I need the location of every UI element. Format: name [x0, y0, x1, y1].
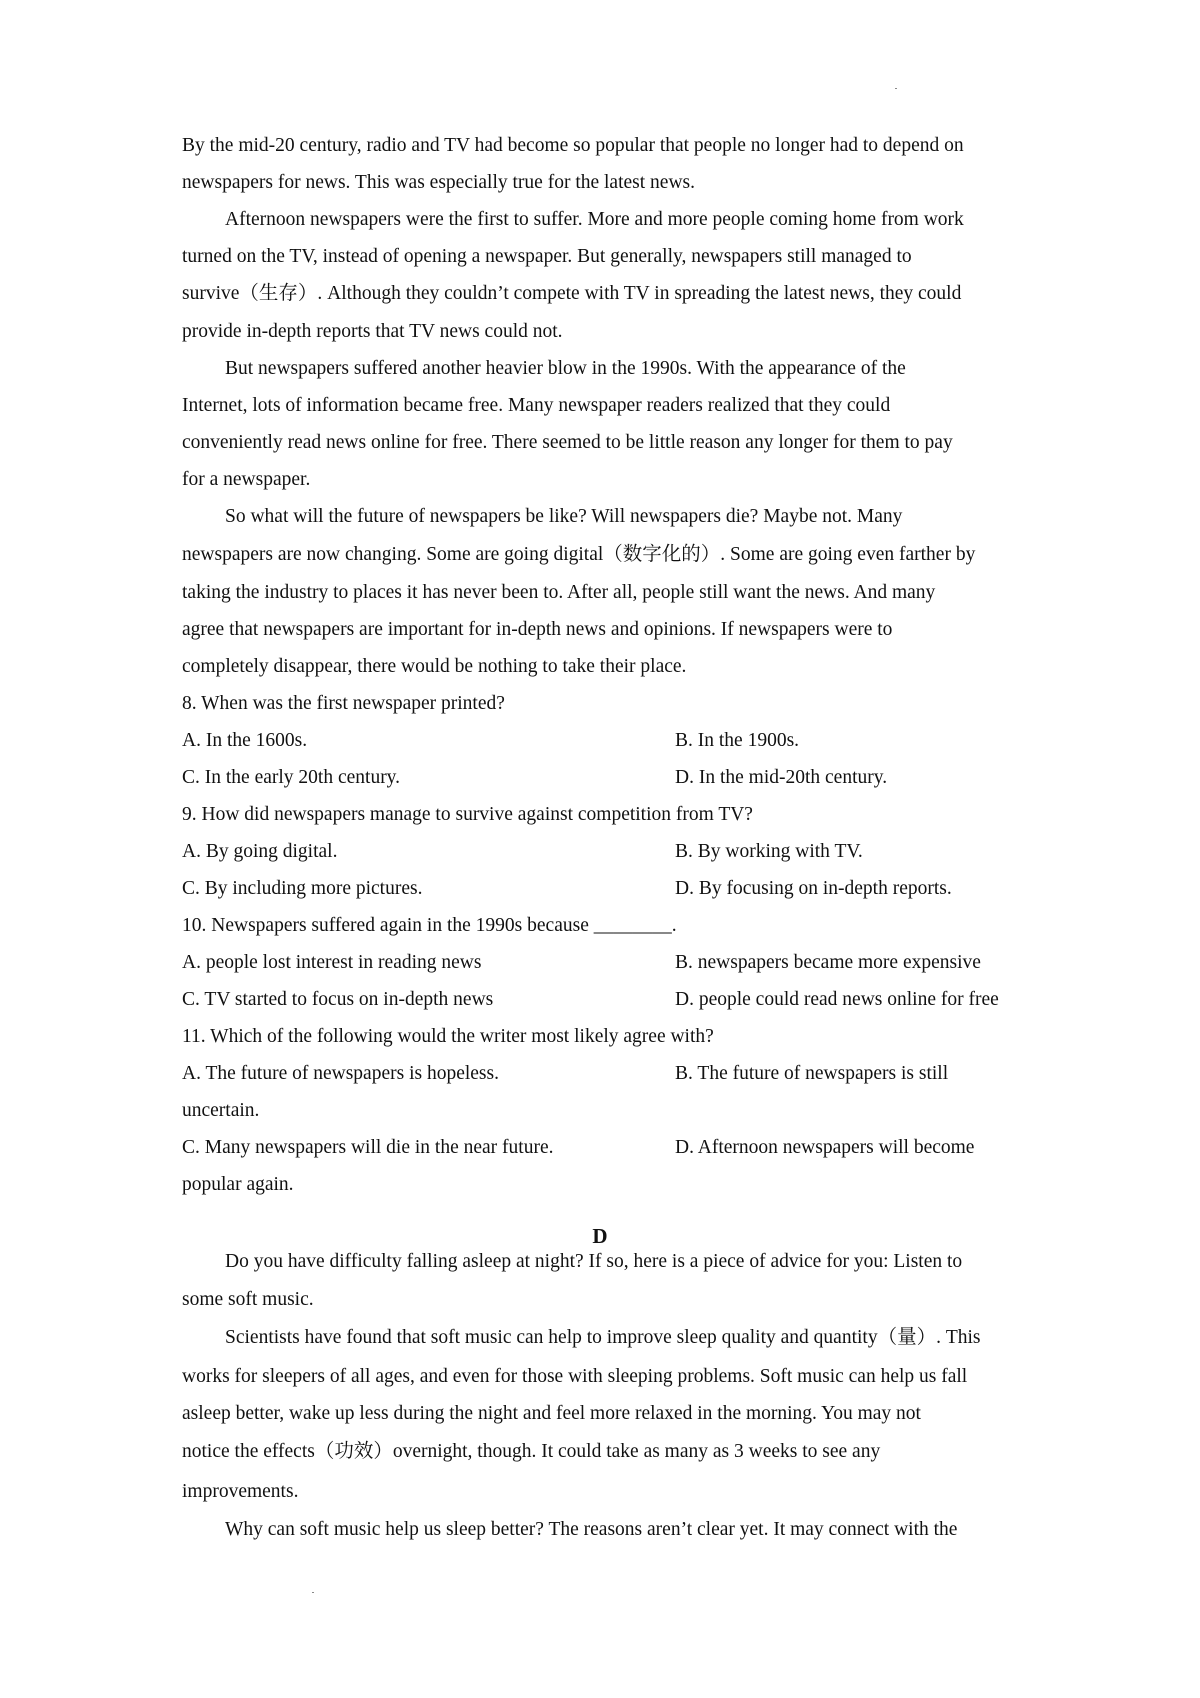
answer-option: A. people lost interest in reading news	[182, 952, 482, 973]
question-stem: 8. When was the first newspaper printed?	[182, 693, 505, 714]
answer-option: A. The future of newspapers is hopeless.	[182, 1063, 499, 1084]
passage-line: newspapers are now changing. Some are going digital（数字化的）. Some are going even farther by	[182, 544, 976, 565]
passage-line: So what will the future of newspapers be like? Will newspapers die? Maybe not. Many	[225, 506, 903, 527]
answer-option: C. Many newspapers will die in the near future.	[182, 1137, 554, 1158]
answer-option: B. In the 1900s.	[675, 730, 800, 751]
passage-line: Why can soft music help us sleep better? The reasons aren’t clear yet. It may connect with the	[225, 1519, 958, 1540]
passage-line: turned on the TV, instead of opening a newspaper. But generally, newspapers still managed to	[182, 246, 912, 267]
answer-option: A. By going digital.	[182, 841, 338, 862]
answer-option: A. In the 1600s.	[182, 730, 308, 751]
question-stem: 11. Which of the following would the writer most likely agree with?	[182, 1026, 714, 1047]
passage-line: notice the effects（功效）overnight, though. It could take as many as 3 weeks to see any	[182, 1441, 881, 1462]
question-stem: 10. Newspapers suffered again in the 1990s because ________.	[182, 915, 677, 936]
answer-option: popular again.	[182, 1174, 294, 1195]
passage-line: some soft music.	[182, 1289, 314, 1310]
answer-option: B. newspapers became more expensive	[675, 952, 981, 973]
passage-line: Afternoon newspapers were the first to suffer. More and more people coming home from work	[225, 209, 964, 230]
passage-line: taking the industry to places it has never been to. After all, people still want the news. And many	[182, 582, 936, 603]
answer-option: C. By including more pictures.	[182, 878, 423, 899]
passage-line: provide in-depth reports that TV news could not.	[182, 321, 563, 342]
answer-option: C. TV started to focus on in-depth news	[182, 989, 494, 1010]
passage-line: agree that newspapers are important for in-depth news and opinions. If newspapers were to	[182, 619, 893, 640]
passage-line: But newspapers suffered another heavier blow in the 1990s. With the appearance of the	[225, 358, 906, 379]
section-heading: D	[592, 1224, 608, 1248]
page-artifact-dot	[312, 1592, 314, 1593]
page-artifact-dot	[895, 88, 897, 89]
answer-option: uncertain.	[182, 1100, 260, 1121]
passage-line: completely disappear, there would be nothing to take their place.	[182, 656, 687, 677]
answer-option: C. In the early 20th century.	[182, 767, 401, 788]
answer-option: D. In the mid-20th century.	[675, 767, 888, 788]
question-stem: 9. How did newspapers manage to survive against competition from TV?	[182, 804, 753, 825]
passage-line: Scientists have found that soft music can help to improve sleep quality and quantity（量）. This	[225, 1327, 981, 1348]
passage-line: Internet, lots of information became free. Many newspaper readers realized that they could	[182, 395, 891, 416]
passage-line: conveniently read news online for free. There seemed to be little reason any longer for them to pay	[182, 432, 953, 453]
passage-line: improvements.	[182, 1481, 299, 1502]
passage-line: newspapers for news. This was especially true for the latest news.	[182, 172, 695, 193]
passage-line: Do you have difficulty falling asleep at night? If so, here is a piece of advice for you: Listen to	[225, 1251, 963, 1272]
answer-option: D. people could read news online for free	[675, 989, 999, 1010]
passage-line: for a newspaper.	[182, 469, 311, 490]
passage-line: works for sleepers of all ages, and even for those with sleeping problems. Soft music can help us fall	[182, 1366, 968, 1387]
passage-line: By the mid-20 century, radio and TV had become so popular that people no longer had to depend on	[182, 135, 964, 156]
passage-line: asleep better, wake up less during the night and feel more relaxed in the morning. You may not	[182, 1403, 921, 1424]
answer-option: D. Afternoon newspapers will become	[675, 1137, 975, 1158]
answer-option: B. The future of newspapers is still	[675, 1063, 949, 1084]
passage-line: survive（生存）. Although they couldn’t compete with TV in spreading the latest news, they could	[182, 283, 962, 304]
answer-option: B. By working with TV.	[675, 841, 863, 862]
answer-option: D. By focusing on in-depth reports.	[675, 878, 952, 899]
